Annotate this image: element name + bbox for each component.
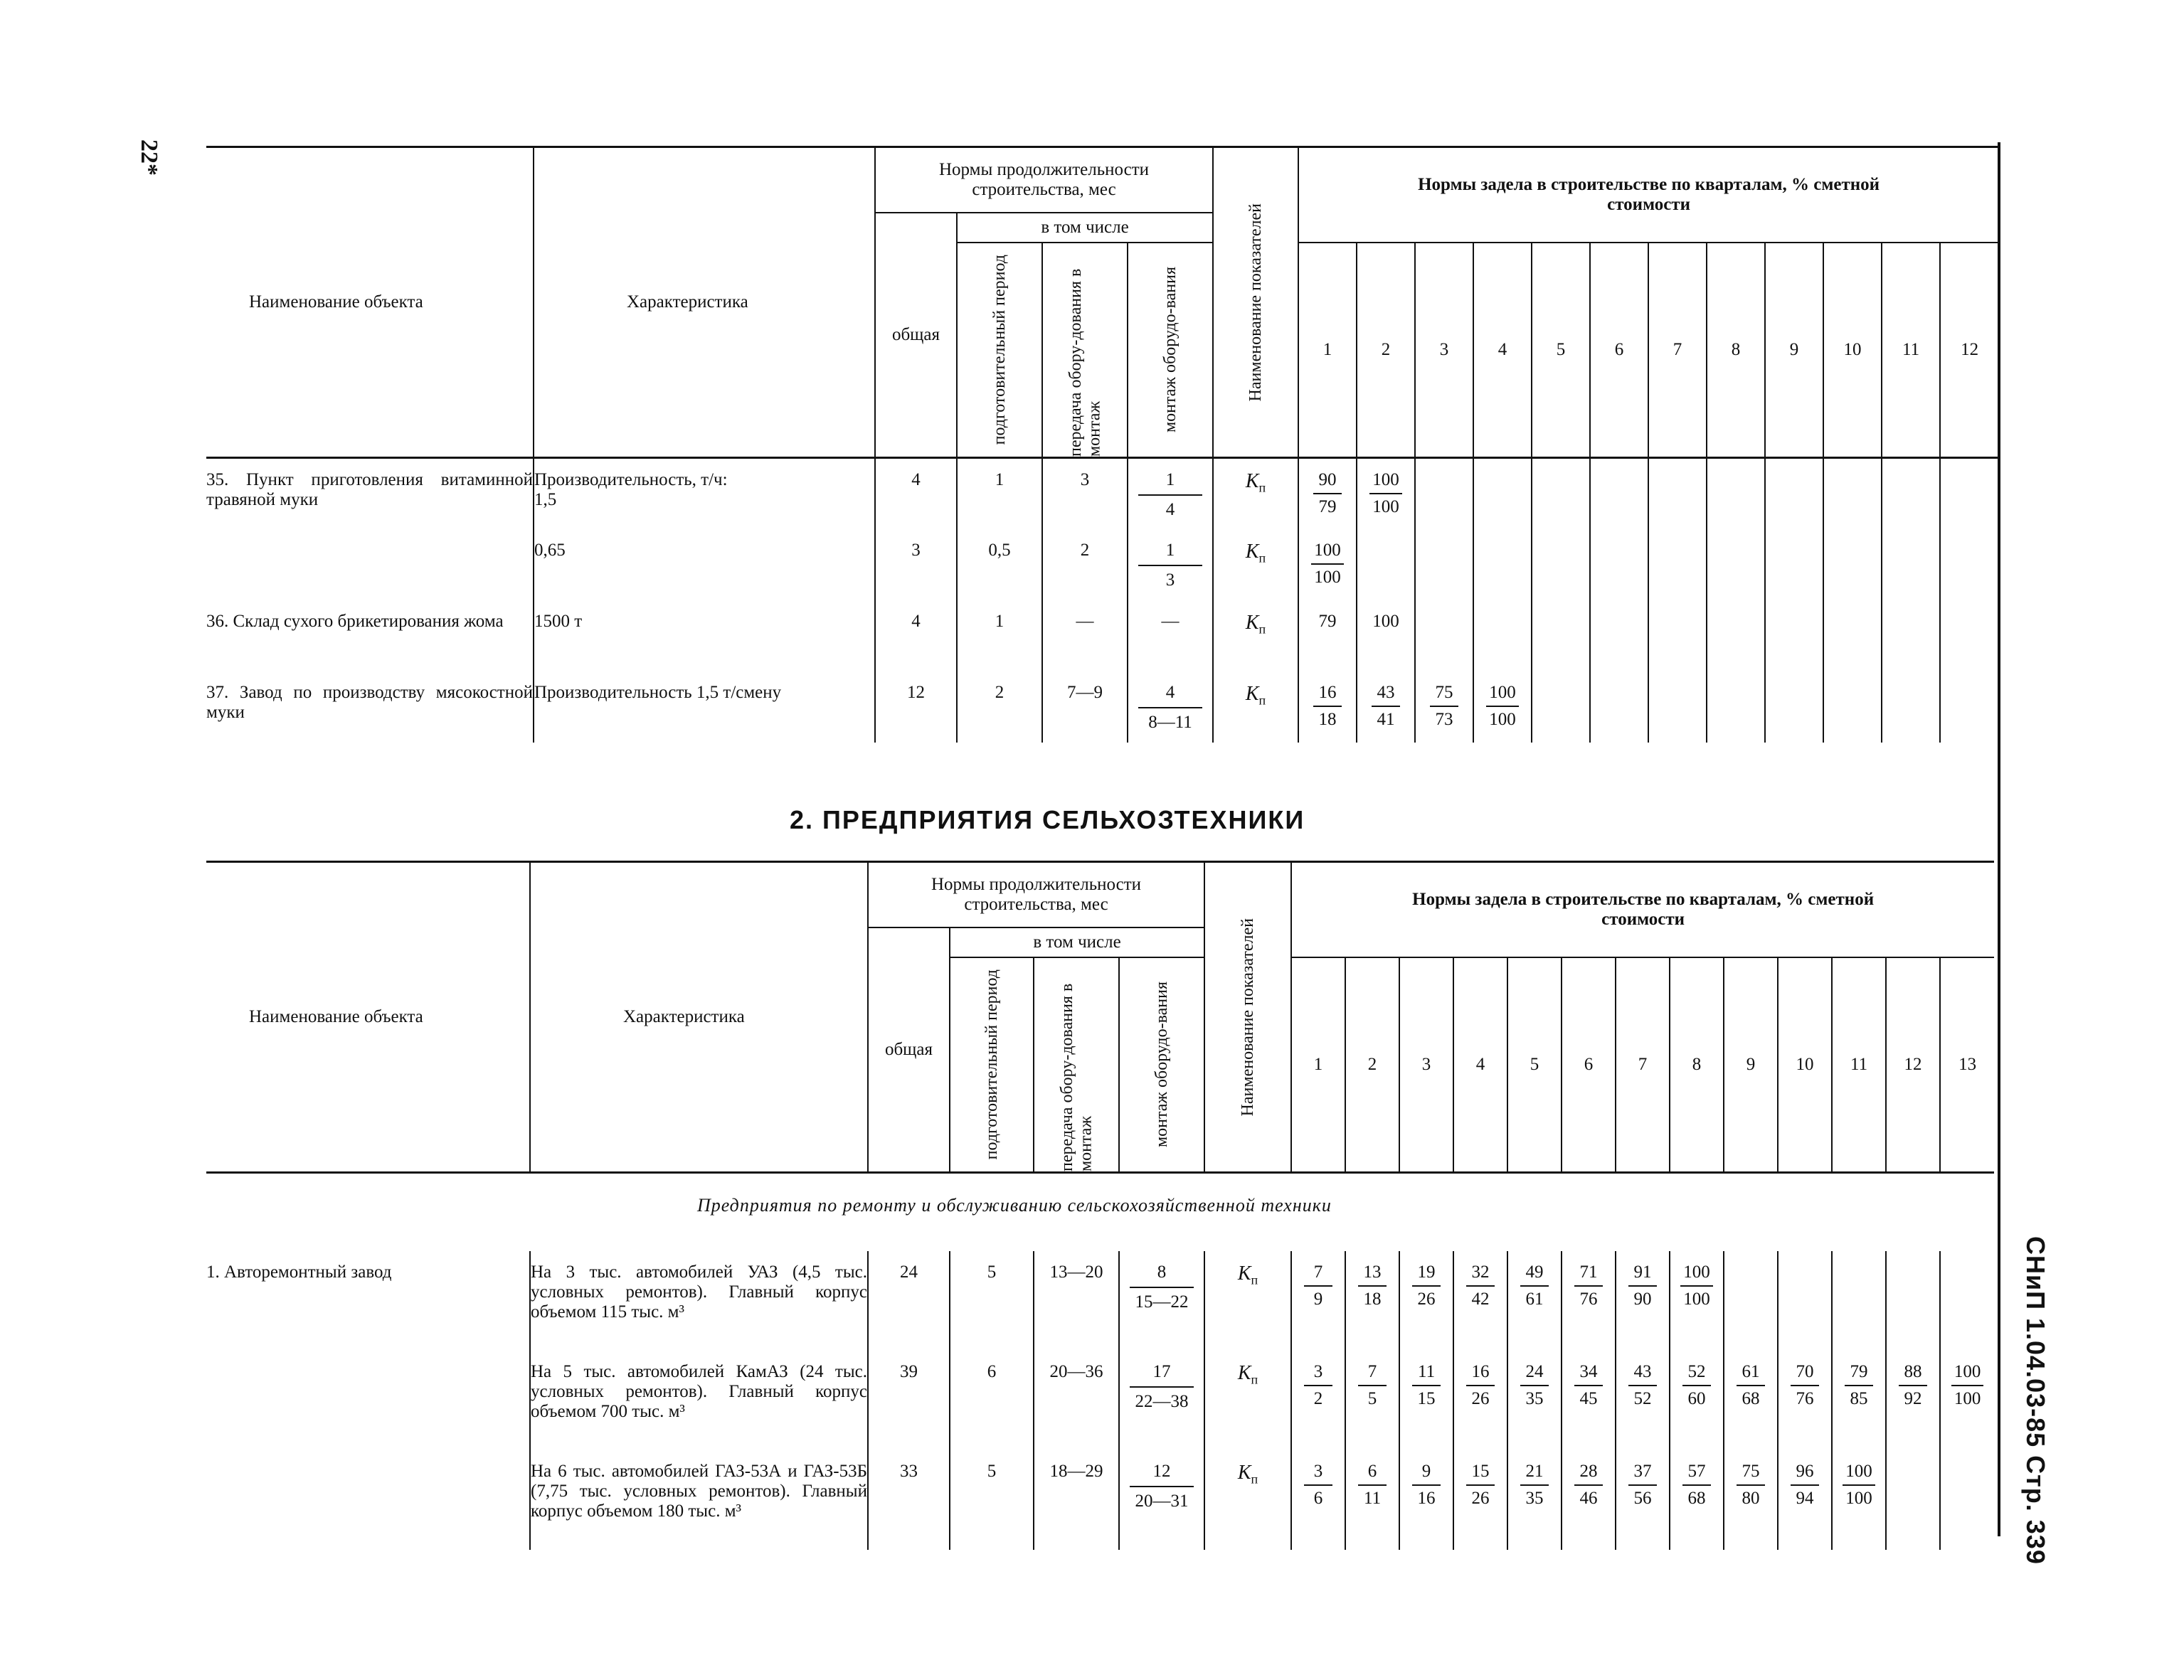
quarter-value: $\frac{57}{68}$ <box>1670 1450 1724 1550</box>
table2-col-name: Наименование объекта <box>206 862 530 1173</box>
montage-period: $\frac{1}{4}$ <box>1128 458 1213 529</box>
transfer-period: 20—36 <box>1034 1351 1119 1450</box>
table1-quarter-10: 10 <box>1823 243 1882 458</box>
characteristic: На 3 тыс. автомобилей УАЗ (4,5 тыс. условных ремонтов). Главный корпус объемом 115 тыс. м³ <box>530 1251 868 1351</box>
object-name: 37. Завод по производству мясокостной муки <box>206 682 533 722</box>
table1-col-char: Характеристика <box>534 147 875 458</box>
table2-quarter-9: 9 <box>1724 957 1778 1173</box>
table-row <box>206 600 1998 671</box>
quarter-value: $\frac{96}{94}$ <box>1778 1450 1832 1550</box>
indicator-kp: $К_п$ <box>1204 1351 1291 1450</box>
quarter-value <box>1940 529 1998 600</box>
transfer-period: 13—20 <box>1034 1251 1119 1351</box>
page-number: 22* <box>136 139 162 176</box>
transfer-period: 3 <box>1042 458 1128 529</box>
table1-quarter-2: 2 <box>1357 243 1415 458</box>
table1-in-that-number: в том числе <box>957 213 1213 243</box>
montage-period: $\frac{12}{20—31}$ <box>1119 1450 1204 1550</box>
quarter-value: $\frac{11}{15}$ <box>1399 1351 1453 1450</box>
quarter-value: $\frac{3}{2}$ <box>1291 1351 1345 1450</box>
quarter-value: $\frac{16}{26}$ <box>1453 1351 1507 1450</box>
quarter-value <box>1415 529 1473 600</box>
table1-prep: подготовительный период <box>957 243 1042 458</box>
table1-quarter-8: 8 <box>1707 243 1765 458</box>
table1-quarter-3: 3 <box>1415 243 1473 458</box>
table1-quarter-1: 1 <box>1298 243 1357 458</box>
quarter-value: $\frac{100}{100}$ <box>1670 1251 1724 1351</box>
quarter-value: $\frac{15}{26}$ <box>1453 1450 1507 1550</box>
quarter-value: $\frac{91}{90}$ <box>1616 1251 1670 1351</box>
characteristic: 1500 т <box>534 600 875 671</box>
quarter-value <box>1823 671 1882 743</box>
table-row <box>206 529 1998 600</box>
indicator-kp: $К_п$ <box>1213 671 1298 743</box>
quarter-value: $\frac{32}{42}$ <box>1453 1251 1507 1351</box>
quarter-value: $\frac{19}{26}$ <box>1399 1251 1453 1351</box>
characteristic: Производительность 1,5 т/смену <box>534 671 875 743</box>
quarter-value <box>1707 458 1765 529</box>
table1-quarter-12: 12 <box>1940 243 1998 458</box>
quarter-value <box>1648 671 1707 743</box>
prep-period: 5 <box>950 1251 1034 1351</box>
table2-in-that-number: в том числе <box>950 927 1204 957</box>
side-caption: СНиП 1.04.03-85 Стр. 339 <box>2021 1236 2050 1565</box>
table2-backlog-group: Нормы задела в строительстве по кварталам, % сметной стоимости <box>1291 862 1994 958</box>
table2-quarter-11: 11 <box>1832 957 1886 1173</box>
table2-transfer: передача обору-дования в монтаж <box>1034 957 1119 1173</box>
indicator-kp: $К_п$ <box>1213 600 1298 671</box>
transfer-period: 2 <box>1042 529 1128 600</box>
table1-montage: монтаж оборудо-вания <box>1128 243 1213 458</box>
quarter-value <box>1590 458 1648 529</box>
table2-quarter-3: 3 <box>1399 957 1453 1173</box>
quarter-value <box>1707 600 1765 671</box>
table-row <box>206 458 1998 529</box>
quarter-value: $\frac{9}{16}$ <box>1399 1450 1453 1550</box>
quarter-value <box>1882 458 1940 529</box>
quarter-value: $\frac{49}{61}$ <box>1507 1251 1562 1351</box>
object-name <box>206 1351 530 1450</box>
table2-indicator: Наименование показателей <box>1204 862 1291 1173</box>
transfer-period: 7—9 <box>1042 671 1128 743</box>
quarter-value: 79 <box>1298 600 1357 671</box>
quarter-value <box>1882 600 1940 671</box>
quarter-value <box>1415 600 1473 671</box>
quarter-value <box>1648 600 1707 671</box>
quarter-value <box>1940 1450 1994 1550</box>
quarter-value <box>1473 458 1532 529</box>
table2-quarter-1: 1 <box>1291 957 1345 1173</box>
table1-quarter-4: 4 <box>1473 243 1532 458</box>
table2-quarter-6: 6 <box>1562 957 1616 1173</box>
montage-period: $\frac{17}{22—38}$ <box>1119 1351 1204 1450</box>
quarter-value: $\frac{7}{5}$ <box>1345 1351 1399 1450</box>
prep-period: 2 <box>957 671 1042 743</box>
section-title: 2. ПРЕДПРИЯТИЯ СЕЛЬХОЗТЕХНИКИ <box>790 805 1305 834</box>
quarter-value <box>1940 671 1998 743</box>
quarter-value <box>1940 458 1998 529</box>
indicator-kp: $К_п$ <box>1204 1450 1291 1550</box>
quarter-value <box>1823 529 1882 600</box>
quarter-value <box>1765 529 1823 600</box>
quarter-value: $\frac{13}{18}$ <box>1345 1251 1399 1351</box>
quarter-value: $\frac{71}{76}$ <box>1562 1251 1616 1351</box>
table-row <box>206 1251 1994 1351</box>
object-name <box>206 1450 530 1550</box>
characteristic: Производительность, т/ч: 1,5 <box>534 458 875 529</box>
quarter-value: $\frac{6}{11}$ <box>1345 1450 1399 1550</box>
quarter-value <box>1882 529 1940 600</box>
quarter-value <box>1707 529 1765 600</box>
quarter-value: $\frac{75}{73}$ <box>1415 671 1473 743</box>
montage-period: $\frac{1}{3}$ <box>1128 529 1213 600</box>
table1-transfer: передача обору-дования в монтаж <box>1042 243 1128 458</box>
quarter-value <box>1886 1251 1940 1351</box>
table1-quarter-7: 7 <box>1648 243 1707 458</box>
quarter-value <box>1532 600 1590 671</box>
quarter-value: $\frac{34}{45}$ <box>1562 1351 1616 1450</box>
transfer-period: — <box>1042 600 1128 671</box>
montage-period: $\frac{8}{15—22}$ <box>1119 1251 1204 1351</box>
indicator-kp: $К_п$ <box>1213 458 1298 529</box>
quarter-value: $\frac{24}{35}$ <box>1507 1351 1562 1450</box>
quarter-value <box>1886 1450 1940 1550</box>
prep-period: 6 <box>950 1351 1034 1450</box>
table2-montage: монтаж оборудо-вания <box>1119 957 1204 1173</box>
table1-duration-group: Нормы продолжительности строительства, мес <box>875 147 1213 213</box>
characteristic: На 6 тыс. автомобилей ГАЗ-53А и ГАЗ-53Б (7,75 тыс. условных ремонтов). Главный корпус объемом 180 тыс. м³ <box>530 1450 868 1550</box>
quarter-value <box>1415 458 1473 529</box>
quarter-value: $\frac{100}{100}$ <box>1473 671 1532 743</box>
quarter-value <box>1532 671 1590 743</box>
transfer-period: 18—29 <box>1034 1450 1119 1550</box>
table1-backlog-group: Нормы задела в строительстве по кварталам, % сметной стоимости <box>1298 147 1998 243</box>
quarter-value: $\frac{3}{6}$ <box>1291 1450 1345 1550</box>
quarter-value <box>1648 458 1707 529</box>
characteristic: 0,65 <box>534 529 875 600</box>
table1-indicator: Наименование показателей <box>1213 147 1298 458</box>
quarter-value: $\frac{7}{9}$ <box>1291 1251 1345 1351</box>
total-duration: 3 <box>875 529 957 600</box>
quarter-value <box>1940 1251 1994 1351</box>
table2-quarter-10: 10 <box>1778 957 1832 1173</box>
total-duration: 24 <box>868 1251 950 1351</box>
quarter-value <box>1823 458 1882 529</box>
total-duration: 39 <box>868 1351 950 1450</box>
quarter-value: $\frac{100}{100}$ <box>1357 458 1415 529</box>
quarter-value: $\frac{88}{92}$ <box>1886 1351 1940 1450</box>
table1-quarter-5: 5 <box>1532 243 1590 458</box>
quarter-value: $\frac{90}{79}$ <box>1298 458 1357 529</box>
subsection-title: Предприятия по ремонту и обслуживанию сельскохозяйственной техники <box>697 1195 1332 1216</box>
prep-period: 1 <box>957 600 1042 671</box>
table1-quarter-9: 9 <box>1765 243 1823 458</box>
quarter-value <box>1778 1251 1832 1351</box>
table2-quarter-8: 8 <box>1670 957 1724 1173</box>
quarter-value: $\frac{61}{68}$ <box>1724 1351 1778 1450</box>
quarter-value <box>1590 600 1648 671</box>
quarter-value: $\frac{16}{18}$ <box>1298 671 1357 743</box>
object-name: 35. Пункт приготовления витаминной травяной муки <box>206 470 533 509</box>
total-duration: 12 <box>875 671 957 743</box>
table2-quarter-12: 12 <box>1886 957 1940 1173</box>
object-name: 36. Склад сухого брикетирования жома <box>206 611 504 631</box>
montage-period: $\frac{4}{8—11}$ <box>1128 671 1213 743</box>
quarter-value <box>1590 671 1648 743</box>
table2-quarter-7: 7 <box>1616 957 1670 1173</box>
quarter-value: $\frac{43}{52}$ <box>1616 1351 1670 1450</box>
characteristic: На 5 тыс. автомобилей КамАЗ (24 тыс. условных ремонтов). Главный корпус объемом 700 тыс. м³ <box>530 1351 868 1450</box>
quarter-value <box>1940 600 1998 671</box>
quarter-value <box>1532 458 1590 529</box>
quarter-value <box>1882 671 1940 743</box>
montage-period: — <box>1128 600 1213 671</box>
table-1 <box>206 146 1998 743</box>
quarter-value: $\frac{75}{80}$ <box>1724 1450 1778 1550</box>
total-duration: 33 <box>868 1450 950 1550</box>
table2-quarter-13: 13 <box>1940 957 1994 1173</box>
quarter-value <box>1648 529 1707 600</box>
quarter-value: $\frac{79}{85}$ <box>1832 1351 1886 1450</box>
quarter-value: $\frac{100}{100}$ <box>1298 529 1357 600</box>
table1-col-name: Наименование объекта <box>206 147 534 458</box>
quarter-value: $\frac{100}{100}$ <box>1832 1450 1886 1550</box>
table2-quarter-5: 5 <box>1507 957 1562 1173</box>
prep-period: 5 <box>950 1450 1034 1550</box>
quarter-value <box>1832 1251 1886 1351</box>
table2-total: общая <box>868 927 950 1173</box>
quarter-value: $\frac{21}{35}$ <box>1507 1450 1562 1550</box>
table2-duration-group: Нормы продолжительности строительства, мес <box>868 862 1204 928</box>
table1-quarter-11: 11 <box>1882 243 1940 458</box>
quarter-value <box>1724 1251 1778 1351</box>
quarter-value <box>1473 529 1532 600</box>
quarter-value <box>1707 671 1765 743</box>
quarter-value: $\frac{70}{76}$ <box>1778 1351 1832 1450</box>
quarter-value: $\frac{52}{60}$ <box>1670 1351 1724 1450</box>
table2-prep: подготовительный период <box>950 957 1034 1173</box>
quarter-value <box>1357 529 1415 600</box>
table2-col-char: Характеристика <box>530 862 868 1173</box>
quarter-value: $\frac{100}{100}$ <box>1940 1351 1994 1450</box>
prep-period: 0,5 <box>957 529 1042 600</box>
quarter-value: $\frac{43}{41}$ <box>1357 671 1415 743</box>
quarter-value <box>1765 458 1823 529</box>
table1-total: общая <box>875 213 957 458</box>
quarter-value <box>1532 529 1590 600</box>
total-duration: 4 <box>875 458 957 529</box>
quarter-value <box>1590 529 1648 600</box>
quarter-value: $\frac{28}{46}$ <box>1562 1450 1616 1550</box>
table2-quarter-4: 4 <box>1453 957 1507 1173</box>
table-row <box>206 671 1998 743</box>
quarter-value <box>1823 600 1882 671</box>
indicator-kp: $К_п$ <box>1204 1251 1291 1351</box>
total-duration: 4 <box>875 600 957 671</box>
quarter-value: 100 <box>1357 600 1415 671</box>
table-row <box>206 1450 1994 1550</box>
quarter-value: $\frac{37}{56}$ <box>1616 1450 1670 1550</box>
prep-period: 1 <box>957 458 1042 529</box>
table2-quarter-2: 2 <box>1345 957 1399 1173</box>
indicator-kp: $К_п$ <box>1213 529 1298 600</box>
quarter-value <box>1765 600 1823 671</box>
object-name: 1. Авторемонтный завод <box>206 1262 392 1282</box>
table-row <box>206 1351 1994 1450</box>
table1-quarter-6: 6 <box>1590 243 1648 458</box>
object-name <box>206 529 534 600</box>
quarter-value <box>1765 671 1823 743</box>
quarter-value <box>1473 600 1532 671</box>
